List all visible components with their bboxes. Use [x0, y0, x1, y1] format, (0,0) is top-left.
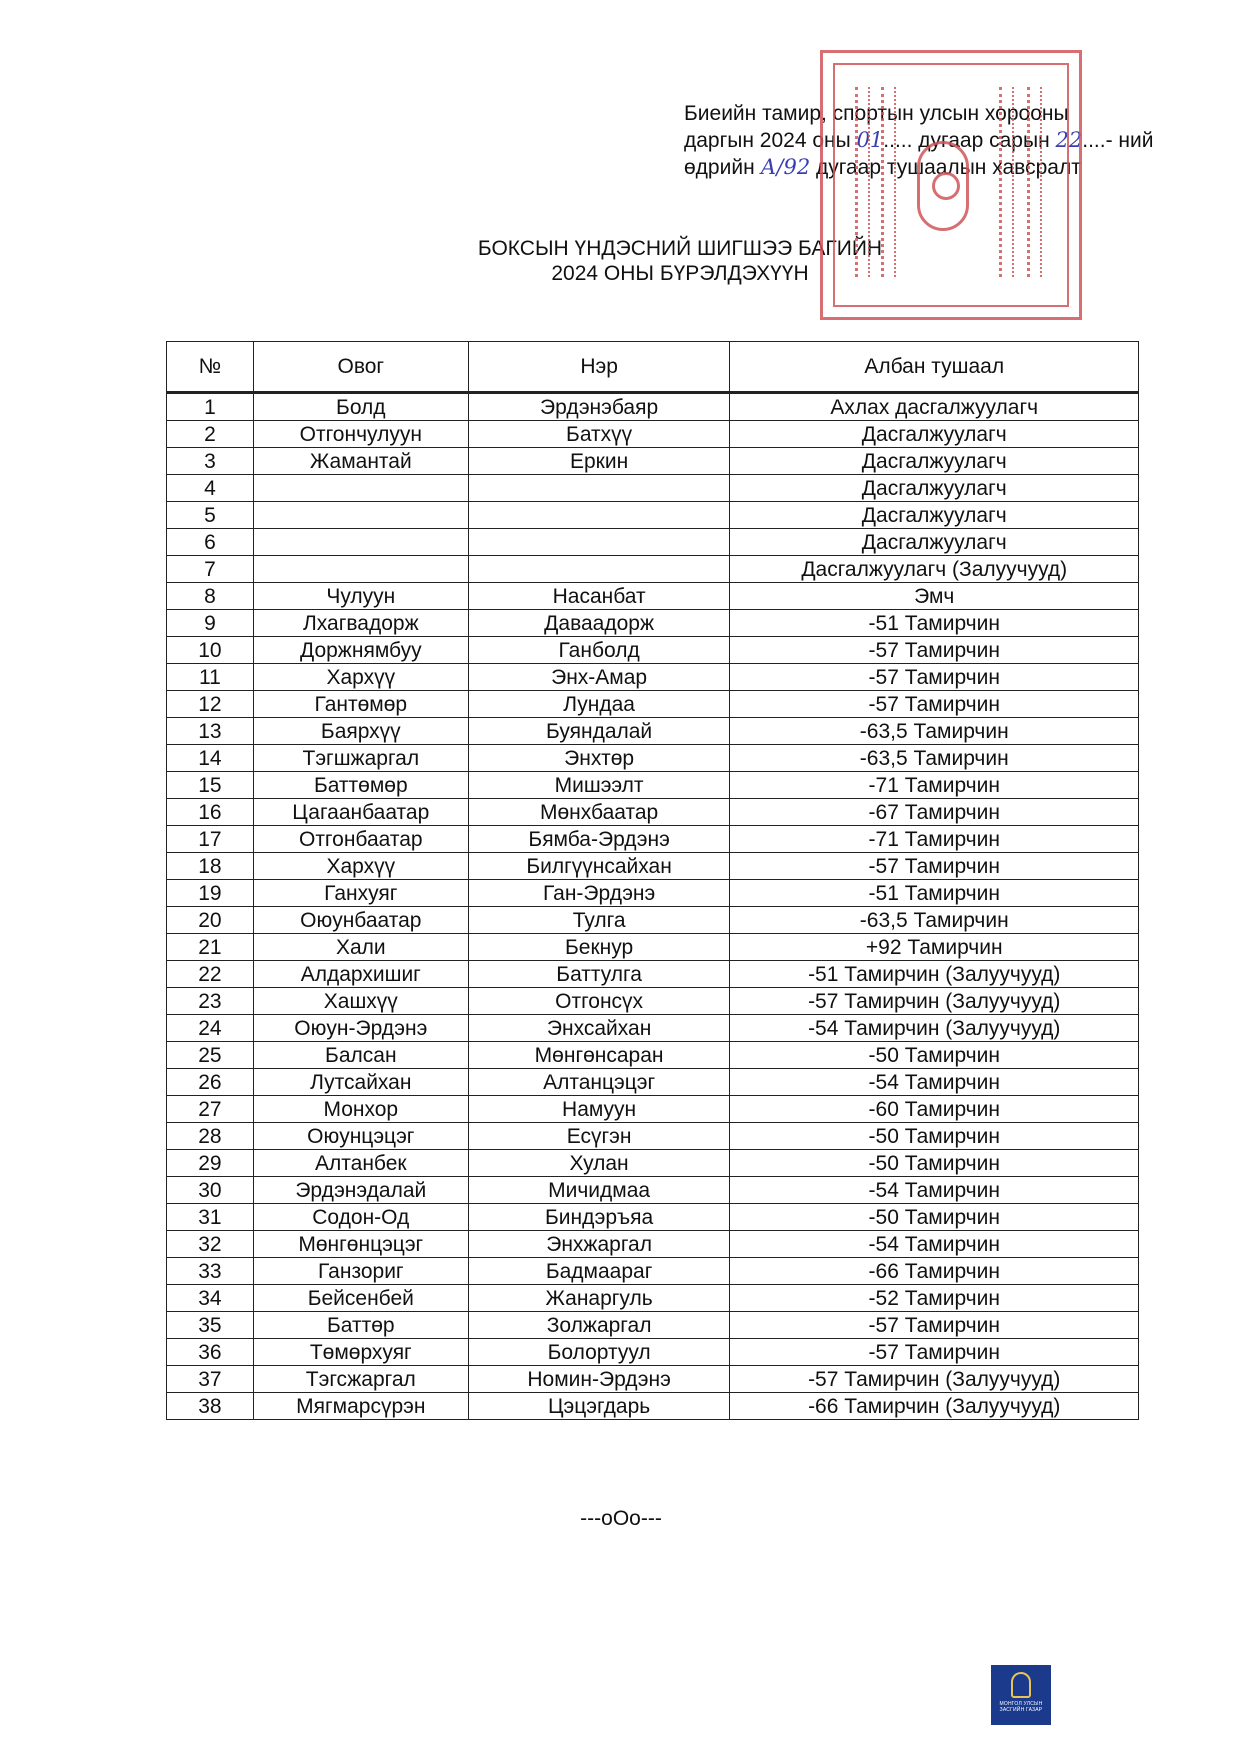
- row-number: 32: [167, 1231, 254, 1258]
- surname-cell: Хархүү: [253, 853, 468, 880]
- table-row: [167, 637, 1139, 664]
- row-number: 21: [167, 934, 254, 961]
- row-number: 10: [167, 637, 254, 664]
- header-name: Нэр: [468, 342, 730, 393]
- title-line-1: БОКСЫН ҮНДЭСНИЙ ШИГШЭЭ БАГИЙН: [477, 237, 883, 260]
- surname-cell: [253, 475, 468, 502]
- position-cell: +92 Тамирчин: [730, 934, 1139, 961]
- name-cell: Энх-Амар: [468, 664, 730, 691]
- row-number: 36: [167, 1339, 254, 1366]
- table-row: [167, 1204, 1139, 1231]
- position-cell: Дасгалжуулагч: [730, 421, 1139, 448]
- name-cell: Намуун: [468, 1096, 730, 1123]
- row-number: 15: [167, 772, 254, 799]
- row-number: 26: [167, 1069, 254, 1096]
- position-cell: Дасгалжуулагч (Залуучууд): [730, 556, 1139, 583]
- header-position: Албан тушаал: [730, 342, 1139, 393]
- position-cell: -60 Тамирчин: [730, 1096, 1139, 1123]
- name-cell: Биндэръяа: [468, 1204, 730, 1231]
- position-cell: -54 Тамирчин (Залуучууд): [730, 1015, 1139, 1042]
- name-cell: Еркин: [468, 448, 730, 475]
- row-number: 5: [167, 502, 254, 529]
- row-number: 11: [167, 664, 254, 691]
- soyombo-icon: [1011, 1672, 1031, 1698]
- roster-table: [166, 341, 1139, 1420]
- position-cell: -54 Тамирчин: [730, 1069, 1139, 1096]
- handwritten-order-number: А/92: [760, 155, 811, 179]
- table-row: [167, 1177, 1139, 1204]
- header-surname: Овог: [253, 342, 468, 393]
- surname-cell: Хали: [253, 934, 468, 961]
- surname-cell: Отгончулуун: [253, 421, 468, 448]
- position-cell: -50 Тамирчин: [730, 1204, 1139, 1231]
- stamp-script: [881, 87, 896, 277]
- name-cell: Хулан: [468, 1150, 730, 1177]
- surname-cell: Эрдэнэдалай: [253, 1177, 468, 1204]
- surname-cell: Болд: [253, 393, 468, 421]
- surname-cell: Содон-Од: [253, 1204, 468, 1231]
- table-row: [167, 1042, 1139, 1069]
- surname-cell: Ганзориг: [253, 1258, 468, 1285]
- table-row: [167, 1069, 1139, 1096]
- surname-cell: Лутсайхан: [253, 1069, 468, 1096]
- table-row: [167, 853, 1139, 880]
- position-cell: -57 Тамирчин: [730, 664, 1139, 691]
- surname-cell: Доржнямбуу: [253, 637, 468, 664]
- position-cell: -51 Тамирчин: [730, 610, 1139, 637]
- table-row: [167, 1150, 1139, 1177]
- name-cell: Алтанцэцэг: [468, 1069, 730, 1096]
- table-row: [167, 1258, 1139, 1285]
- row-number: 20: [167, 907, 254, 934]
- position-cell: -63,5 Тамирчин: [730, 907, 1139, 934]
- row-number: 31: [167, 1204, 254, 1231]
- table-row: [167, 1312, 1139, 1339]
- position-cell: -57 Тамирчин: [730, 637, 1139, 664]
- row-number: 37: [167, 1366, 254, 1393]
- surname-cell: Хашхүү: [253, 988, 468, 1015]
- name-cell: Золжаргал: [468, 1312, 730, 1339]
- name-cell: Лундаа: [468, 691, 730, 718]
- table-row: [167, 961, 1139, 988]
- position-cell: -51 Тамирчин (Залуучууд): [730, 961, 1139, 988]
- row-number: 16: [167, 799, 254, 826]
- name-cell: Отгонсүх: [468, 988, 730, 1015]
- position-cell: -57 Тамирчин (Залуучууд): [730, 1366, 1139, 1393]
- surname-cell: Алдархишиг: [253, 961, 468, 988]
- row-number: 1: [167, 393, 254, 421]
- surname-cell: Алтанбек: [253, 1150, 468, 1177]
- surname-cell: [253, 529, 468, 556]
- table-row: [167, 988, 1139, 1015]
- table-row: [167, 880, 1139, 907]
- name-cell: [468, 475, 730, 502]
- row-number: 17: [167, 826, 254, 853]
- surname-cell: Төмөрхуяг: [253, 1339, 468, 1366]
- name-cell: Билгүүнсайхан: [468, 853, 730, 880]
- surname-cell: Гантөмөр: [253, 691, 468, 718]
- surname-cell: [253, 556, 468, 583]
- annex-line-3: өдрийн А/92 дугаар тушаалын хавсралт: [684, 155, 1081, 179]
- name-cell: Энхжаргал: [468, 1231, 730, 1258]
- position-cell: -50 Тамирчин: [730, 1042, 1139, 1069]
- name-cell: Бямба-Эрдэнэ: [468, 826, 730, 853]
- surname-cell: Чулуун: [253, 583, 468, 610]
- row-number: 23: [167, 988, 254, 1015]
- row-number: 35: [167, 1312, 254, 1339]
- annex-line-1: Биеийн тамир, спортын улсын хорооны: [684, 102, 1069, 125]
- annex-line-2: даргын 2024 оны 01..... дугаар сарын 22....- ний: [684, 128, 1154, 152]
- name-cell: Энхтөр: [468, 745, 730, 772]
- table-row: [167, 610, 1139, 637]
- surname-cell: Хархүү: [253, 664, 468, 691]
- name-cell: Мишээлт: [468, 772, 730, 799]
- name-cell: Буяндалай: [468, 718, 730, 745]
- row-number: 25: [167, 1042, 254, 1069]
- position-cell: Дасгалжуулагч: [730, 448, 1139, 475]
- table-row: [167, 556, 1139, 583]
- position-cell: -57 Тамирчин (Залуучууд): [730, 988, 1139, 1015]
- name-cell: Номин-Эрдэнэ: [468, 1366, 730, 1393]
- table-row: [167, 772, 1139, 799]
- surname-cell: Оюун-Эрдэнэ: [253, 1015, 468, 1042]
- table-row: [167, 421, 1139, 448]
- table-row: [167, 664, 1139, 691]
- row-number: 38: [167, 1393, 254, 1420]
- position-cell: -54 Тамирчин: [730, 1231, 1139, 1258]
- name-cell: [468, 556, 730, 583]
- name-cell: Насанбат: [468, 583, 730, 610]
- title-line-2: 2024 ОНЫ БҮРЭЛДЭХҮҮН: [551, 262, 809, 285]
- stamp-script: [999, 87, 1014, 277]
- surname-cell: Цагаанбаатар: [253, 799, 468, 826]
- table-row: [167, 502, 1139, 529]
- row-number: 9: [167, 610, 254, 637]
- surname-cell: Мягмарсүрэн: [253, 1393, 468, 1420]
- surname-cell: Оюунбаатар: [253, 907, 468, 934]
- name-cell: Бадмаараг: [468, 1258, 730, 1285]
- name-cell: Мичидмаа: [468, 1177, 730, 1204]
- end-mark: ---оОо---: [580, 1507, 662, 1530]
- position-cell: -66 Тамирчин: [730, 1258, 1139, 1285]
- position-cell: -54 Тамирчин: [730, 1177, 1139, 1204]
- table-row: [167, 1285, 1139, 1312]
- position-cell: Дасгалжуулагч: [730, 529, 1139, 556]
- surname-cell: Лхагвадорж: [253, 610, 468, 637]
- name-cell: Батхүү: [468, 421, 730, 448]
- surname-cell: Тэгсжаргал: [253, 1366, 468, 1393]
- table-row: [167, 799, 1139, 826]
- row-number: 27: [167, 1096, 254, 1123]
- row-number: 3: [167, 448, 254, 475]
- handwritten-day: 22: [1055, 128, 1083, 152]
- table-row: [167, 448, 1139, 475]
- header-number: №: [167, 342, 254, 393]
- official-stamp-icon: [820, 50, 1082, 320]
- position-cell: -71 Тамирчин: [730, 772, 1139, 799]
- table-row: [167, 1231, 1139, 1258]
- position-cell: -52 Тамирчин: [730, 1285, 1139, 1312]
- table-body: [167, 393, 1139, 1420]
- position-cell: -63,5 Тамирчин: [730, 718, 1139, 745]
- surname-cell: Оюунцэцэг: [253, 1123, 468, 1150]
- surname-cell: Тэгшжаргал: [253, 745, 468, 772]
- position-cell: -57 Тамирчин: [730, 1339, 1139, 1366]
- row-number: 6: [167, 529, 254, 556]
- surname-cell: Балсан: [253, 1042, 468, 1069]
- name-cell: Эрдэнэбаяр: [468, 393, 730, 421]
- name-cell: Есүгэн: [468, 1123, 730, 1150]
- name-cell: Даваадорж: [468, 610, 730, 637]
- table-header-row: [167, 342, 1139, 393]
- logo-caption: МОНГОЛ УЛСЫН ЗАСГИЙН ГАЗАР: [999, 1701, 1043, 1713]
- handwritten-month: 01: [856, 128, 884, 152]
- name-cell: Ган-Эрдэнэ: [468, 880, 730, 907]
- table-row: [167, 745, 1139, 772]
- surname-cell: Ганхуяг: [253, 880, 468, 907]
- table-row: [167, 1366, 1139, 1393]
- position-cell: Дасгалжуулагч: [730, 475, 1139, 502]
- position-cell: -50 Тамирчин: [730, 1150, 1139, 1177]
- table-row: [167, 393, 1139, 421]
- name-cell: Бекнур: [468, 934, 730, 961]
- row-number: 34: [167, 1285, 254, 1312]
- row-number: 4: [167, 475, 254, 502]
- row-number: 24: [167, 1015, 254, 1042]
- table-row: [167, 1123, 1139, 1150]
- surname-cell: [253, 502, 468, 529]
- row-number: 12: [167, 691, 254, 718]
- surname-cell: Жамантай: [253, 448, 468, 475]
- position-cell: -71 Тамирчин: [730, 826, 1139, 853]
- surname-cell: Мөнгөнцэцэг: [253, 1231, 468, 1258]
- row-number: 22: [167, 961, 254, 988]
- row-number: 13: [167, 718, 254, 745]
- table-row: [167, 475, 1139, 502]
- table-row: [167, 718, 1139, 745]
- position-cell: -67 Тамирчин: [730, 799, 1139, 826]
- row-number: 14: [167, 745, 254, 772]
- table-row: [167, 1096, 1139, 1123]
- stamp-script: [855, 87, 870, 277]
- position-cell: Дасгалжуулагч: [730, 502, 1139, 529]
- row-number: 19: [167, 880, 254, 907]
- surname-cell: Монхор: [253, 1096, 468, 1123]
- position-cell: -63,5 Тамирчин: [730, 745, 1139, 772]
- row-number: 2: [167, 421, 254, 448]
- name-cell: Баттулга: [468, 961, 730, 988]
- name-cell: Цэцэгдарь: [468, 1393, 730, 1420]
- surname-cell: Баярхүү: [253, 718, 468, 745]
- surname-cell: Отгонбаатар: [253, 826, 468, 853]
- surname-cell: Баттөмөр: [253, 772, 468, 799]
- surname-cell: Баттөр: [253, 1312, 468, 1339]
- position-cell: -66 Тамирчин (Залуучууд): [730, 1393, 1139, 1420]
- name-cell: Мөнхбаатар: [468, 799, 730, 826]
- name-cell: Мөнгөнсаран: [468, 1042, 730, 1069]
- surname-cell: Бейсенбей: [253, 1285, 468, 1312]
- table-row: [167, 1339, 1139, 1366]
- row-number: 7: [167, 556, 254, 583]
- name-cell: [468, 502, 730, 529]
- row-number: 28: [167, 1123, 254, 1150]
- position-cell: -57 Тамирчин: [730, 1312, 1139, 1339]
- row-number: 33: [167, 1258, 254, 1285]
- position-cell: Эмч: [730, 583, 1139, 610]
- table-row: [167, 1393, 1139, 1420]
- table-row: [167, 934, 1139, 961]
- row-number: 18: [167, 853, 254, 880]
- name-cell: Ганболд: [468, 637, 730, 664]
- table-row: [167, 691, 1139, 718]
- stamp-script: [1027, 87, 1042, 277]
- name-cell: Жанаргуль: [468, 1285, 730, 1312]
- table-row: [167, 907, 1139, 934]
- position-cell: -51 Тамирчин: [730, 880, 1139, 907]
- stamp-emblem: [917, 141, 969, 231]
- government-emblem-icon: [991, 1665, 1051, 1725]
- table-row: [167, 583, 1139, 610]
- row-number: 29: [167, 1150, 254, 1177]
- name-cell: Энхсайхан: [468, 1015, 730, 1042]
- position-cell: -57 Тамирчин: [730, 853, 1139, 880]
- table-row: [167, 826, 1139, 853]
- row-number: 8: [167, 583, 254, 610]
- table-row: [167, 529, 1139, 556]
- name-cell: Тулга: [468, 907, 730, 934]
- position-cell: -50 Тамирчин: [730, 1123, 1139, 1150]
- position-cell: -57 Тамирчин: [730, 691, 1139, 718]
- name-cell: Болортуул: [468, 1339, 730, 1366]
- table-row: [167, 1015, 1139, 1042]
- row-number: 30: [167, 1177, 254, 1204]
- name-cell: [468, 529, 730, 556]
- position-cell: Ахлах дасгалжуулагч: [730, 393, 1139, 421]
